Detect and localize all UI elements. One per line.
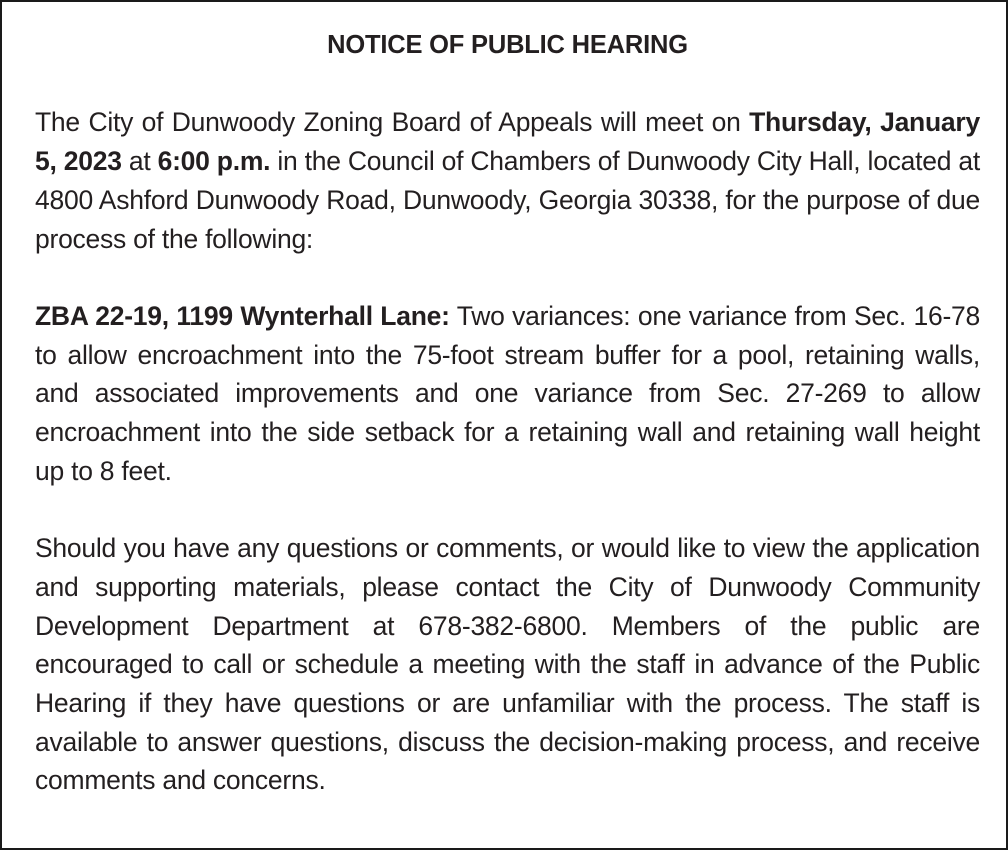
contact-text: Should you have any questions or comments, or would like to view the application and supporting materials, please contact the City of Dunwoody Community Development Department at 678-382-6800. Members of the public are encouraged to call or schedule a meeting with the staff in advance of the Public Hearing if they have questions or are unfamiliar with the process. The staff is available to answer questions, discuss the decision-making process, and receive comments and concerns. xyxy=(35,533,980,796)
notice-title: NOTICE OF PUBLIC HEARING xyxy=(327,31,688,59)
contact-paragraph xyxy=(35,529,980,800)
intro-text-3: in the Council of Chambers of Dunwoody City Hall, located at 4800 Ashford Dunwoody Road, Dunwoody, Georgia 30338, for the purpose of due process of the following: xyxy=(35,146,980,254)
intro-paragraph xyxy=(35,103,980,258)
intro-text-2: at xyxy=(121,146,158,177)
meeting-time: 6:00 p.m. xyxy=(157,146,271,177)
meeting-date: Thursday, January 5, 2023 xyxy=(35,107,980,177)
case-heading: ZBA 22-19, 1199 Wynterhall Lane: xyxy=(35,300,450,331)
case-paragraph xyxy=(35,297,980,491)
case-text: Two variances: one variance from Sec. 16-78 to allow encroachment into the 75-foot stream buffer for a pool, retaining walls, and associated improvements and one variance from Sec. 27-269 to allow encroachment into the side setback for a retaining wall and retaining wall height up to 8 feet. xyxy=(35,300,980,486)
intro-text-1: The City of Dunwoody Zoning Board of Appeals will meet on xyxy=(35,107,750,138)
